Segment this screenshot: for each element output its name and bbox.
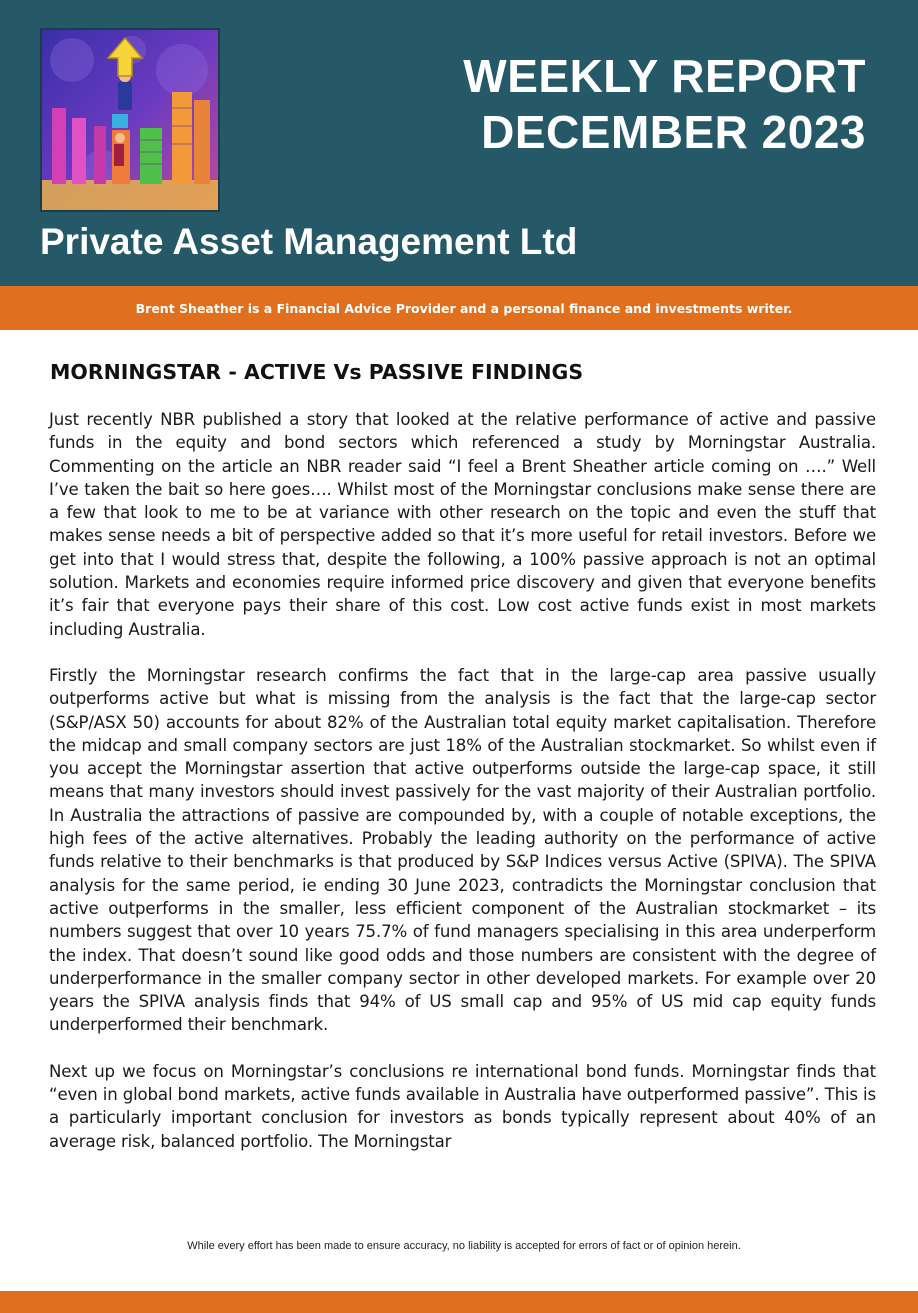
article-paragraph: Firstly the Morningstar research confirms the fact that in the large-cap area passive usually outperforms active but what is missing from the analysis is the fact that the large-cap sector (S&P/ASX 50) accounts for about 82% of the Australian total equity market capitalisation. Therefore the midcap and small company sectors are just 18% of the Australian stockmarket. So whilst even if you accept the Morningstar assertion that active outperforms outside the large-cap space, it still means that many investors should invest passively for the vast majority of their Australian portfolio. In Australia the attractions of passive are compounded by, with a couple of notable exceptions, the high fees of the active alternatives. Probably the leading authority on the performance of active funds relative to their benchmarks is that produced by S&P Indices versus Active (SPIVA). The SPIVA analysis for the same period, ie ending 30 June 2023, contradicts the Morningstar conclusion that active outperforms in the smaller, less efficient component of the Australian stockmarket – its numbers suggest that over 10 years 75.7% of fund managers specialising in this area underperform the index. That doesn’t sound like good odds and those numbers are consistent with the degree of underperformance in the smaller company sector in other developed markets. For example over 20 years the SPIVA analysis finds that 94% of US small cap and 95% of US mid cap equity funds underperformed their benchmark. — [49, 665, 876, 1035]
article-title: MORNINGSTAR - ACTIVE Vs PASSIVE FINDINGS — [50, 360, 584, 384]
header-banner — [0, 0, 918, 286]
company-name: Private Asset Management Ltd — [40, 221, 578, 262]
report-title-line2: DECEMBER 2023 — [481, 106, 866, 158]
tagline-text: Brent Sheather is a Financial Advice Provider and a personal finance and investments writer. — [135, 300, 793, 316]
report-title — [346, 48, 866, 160]
article-paragraph: Just recently NBR published a story that looked at the relative performance of active and passive funds in the equity and bond sectors which referenced a study by Morningstar Australia. Commenting on the article an NBR reader said “I feel a Brent Sheather article coming on ….” Well I’ve taken the bait so here goes…. Whilst most of the Morningstar conclusions make sense there are a few that look to me to be at variance with other research on the topic and even the stuff that makes sense needs a bit of perspective added so that it’s more useful for retail investors. Before we get into that I would stress that, despite the following, a 100% passive approach is not an optimal solution. Markets and economies require informed price discovery and given that everyone benefits it’s fair that everyone pays their share of this cost. Low cost active funds exist in most markets including Australia. — [49, 410, 876, 639]
article-paragraph: Next up we focus on Morningstar’s conclusions re international bond funds. Morningstar finds that “even in global bond markets, active funds available in Australia have outperformed passive”. This is a particularly important conclusion for investors as bonds typically represent about 40% of an average risk, balanced portfolio. The Morningstar — [49, 1061, 876, 1151]
article-body — [49, 408, 876, 1153]
disclaimer-text: While every effort has been made to ensure accuracy, no liability is accepted for errors of fact or of opinion herein. — [187, 1240, 741, 1252]
rising-blocks-illustration-icon — [40, 28, 220, 212]
footer-bar — [0, 1291, 918, 1313]
report-title-line1: WEEKLY REPORT — [463, 50, 866, 102]
tagline-bar — [0, 286, 918, 330]
